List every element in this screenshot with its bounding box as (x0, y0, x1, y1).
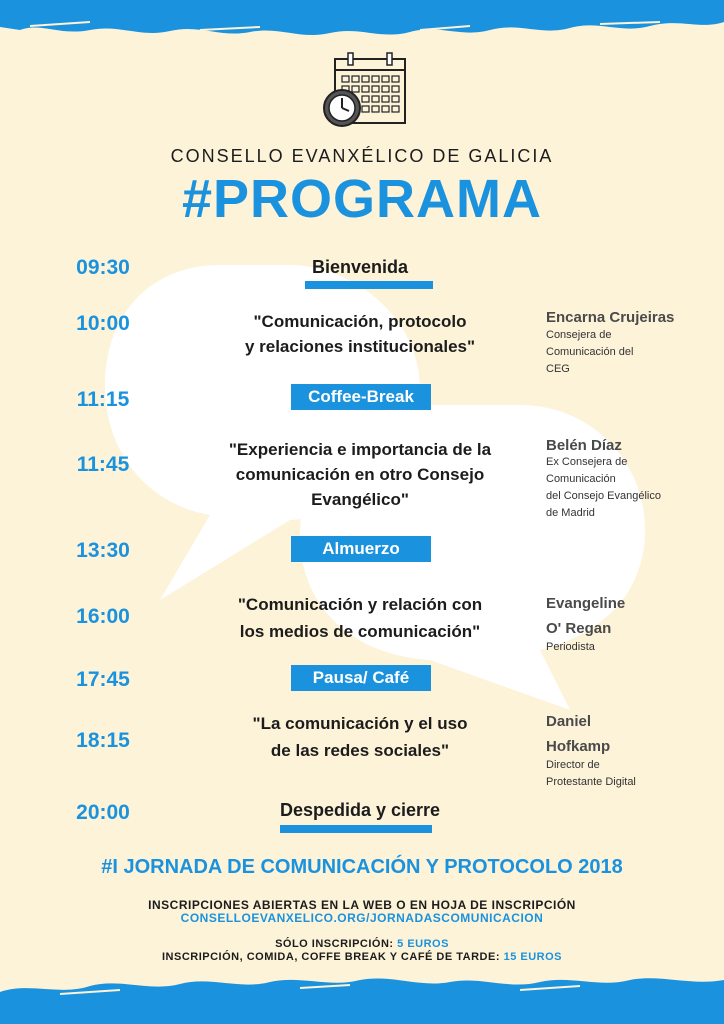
time-1000: 10:00 (76, 312, 130, 335)
talk-title-line1: "La comunicación y el uso (252, 714, 468, 733)
speaker-role-line3: CEG (546, 363, 570, 375)
speaker-role-line1: Consejera de (546, 329, 612, 341)
speaker-name-line1: Evangeline (546, 595, 626, 612)
speaker-role-line3: del Consejo Evangélico (546, 490, 661, 502)
time-1145: 11:45 (76, 453, 130, 476)
time-1330: 13:30 (76, 539, 130, 562)
speaker-role-line4: de Madrid (546, 507, 595, 519)
bottom-brush-border (0, 970, 724, 1024)
speaker-role-line1: Ex Consejera de (546, 456, 628, 468)
talk-title-line1: "Experiencia e importancia de la (228, 440, 492, 459)
price-line-2 (0, 951, 724, 963)
price1-value: 5 EUROS (397, 938, 449, 950)
price-line-1 (0, 938, 724, 950)
price1-label: SÓLO INSCRIPCIÓN: (275, 938, 394, 950)
talk-title-line3: Evangélico" (311, 490, 409, 509)
session-closing: Despedida y cierre (279, 800, 441, 820)
price2-label: INSCRIPCIÓN, COMIDA, COFFE BREAK Y CAFÉ DE TARDE: (161, 951, 501, 963)
speaker-role-line2: Comunicación (546, 473, 616, 485)
calendar-clock-icon (318, 50, 410, 132)
time-1815: 18:15 (76, 729, 130, 752)
welcome-underline (305, 281, 433, 289)
session-coffee-break: Coffee-Break (291, 384, 431, 410)
organization-name: CONSELLO EVANXÉLICO DE GALICIA (170, 146, 554, 166)
talk-title-line2: y relaciones institucionales" (244, 337, 476, 356)
event-name: #I JORNADA DE COMUNICACIÓN Y PROTOCOLO 2018 (101, 856, 623, 878)
time-1745: 17:45 (76, 668, 130, 691)
session-welcome: Bienvenida (311, 257, 409, 277)
session-lunch: Almuerzo (291, 536, 431, 562)
speaker-name: Encarna Crujeiras (546, 309, 675, 326)
time-1115: 11:15 (76, 388, 130, 411)
speaker-name: Belén Díaz (546, 437, 622, 454)
price2-value: 15 EUROS (503, 951, 562, 963)
registration-url[interactable]: CONSELLOEVANXELICO.ORG/JORNADASCOMUNICACION (180, 911, 544, 925)
speaker-name-line2: Hofkamp (546, 738, 611, 755)
speaker-role-line2: Comunicación del (546, 346, 634, 358)
talk-title-line1: "Comunicación y relación con (237, 595, 483, 614)
speaker-role-line1: Periodista (546, 641, 595, 653)
time-1600: 16:00 (76, 605, 130, 628)
page-title: #PROGRAMA (181, 169, 543, 229)
speaker-role-line1: Director de (546, 759, 600, 771)
top-brush-border (0, 0, 724, 40)
registration-info: INSCRIPCIONES ABIERTAS EN LA WEB O EN HOJA DE INSCRIPCIÓN (148, 898, 576, 912)
time-0930: 09:30 (76, 256, 130, 279)
closing-underline (280, 825, 432, 833)
speaker-role-line2: Protestante Digital (546, 776, 636, 788)
speaker-name-line1: Daniel (546, 713, 592, 730)
talk-title-line2: de las redes sociales" (270, 741, 450, 760)
speaker-name-line2: O' Regan (546, 620, 612, 637)
time-2000: 20:00 (76, 801, 130, 824)
talk-title-line2: comunicación en otro Consejo (235, 465, 485, 484)
talk-title-line1: "Comunicación, protocolo (253, 312, 467, 331)
session-pause-cafe: Pausa/ Café (291, 665, 431, 691)
talk-title-line2: los medios de comunicación" (239, 622, 481, 641)
